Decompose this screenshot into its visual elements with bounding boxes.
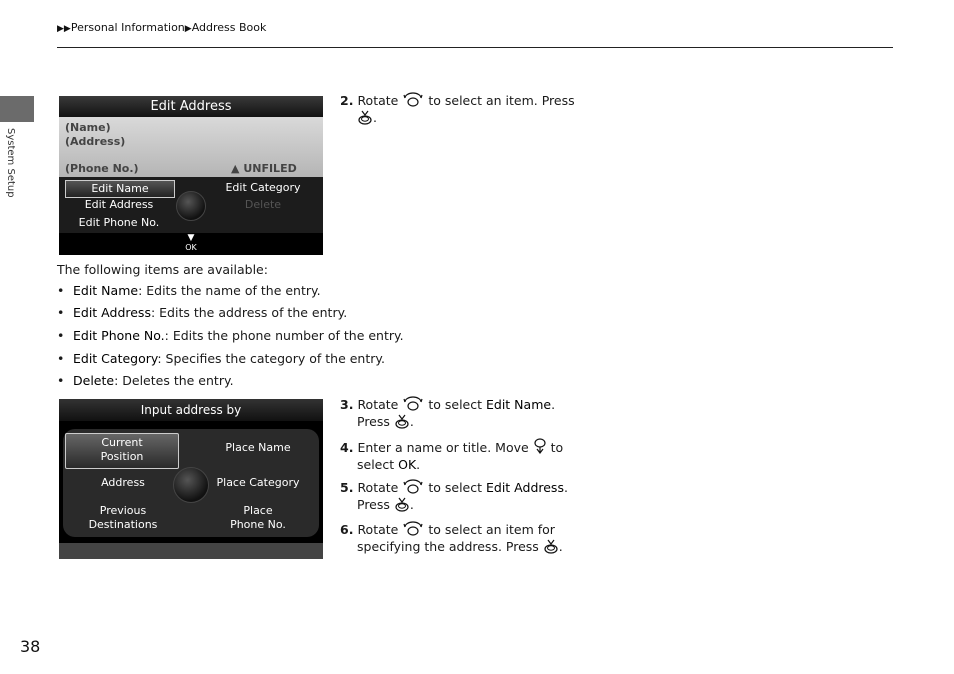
rotate-knob-icon xyxy=(402,479,424,495)
step-2: 2. Rotate to select an item. Press . xyxy=(340,93,575,125)
breadcrumb-item[interactable]: Personal Information xyxy=(70,21,185,34)
list-item: • Edit Address: Edits the address of the entry. xyxy=(57,305,348,320)
press-knob-icon xyxy=(543,538,559,554)
option-address[interactable]: Address xyxy=(101,476,145,489)
menu-edit-category[interactable]: Edit Category xyxy=(225,181,301,194)
option-current-position[interactable]: Current Position xyxy=(65,433,179,469)
screen-title: Input address by xyxy=(59,399,323,421)
breadcrumb-item[interactable]: Address Book xyxy=(191,21,267,34)
press-knob-icon xyxy=(394,413,410,429)
name-placeholder: (Name) xyxy=(65,121,111,134)
page-number: 38 xyxy=(20,637,41,656)
breadcrumb xyxy=(57,21,266,34)
rotate-knob-icon xyxy=(402,521,424,537)
intro-text: The following items are available: xyxy=(57,262,268,277)
breadcrumb-arrow-icon: ▶▶ xyxy=(57,24,71,34)
menu-edit-name[interactable]: Edit Name xyxy=(65,180,175,198)
step-3: 3. Rotate to select Edit Name. Press . xyxy=(340,397,556,429)
screen-footer xyxy=(59,543,323,559)
side-label: System Setup xyxy=(5,128,16,198)
menu-edit-phone[interactable]: Edit Phone No. xyxy=(78,216,160,229)
breadcrumb-arrow-icon: ▶ xyxy=(184,24,192,34)
list-item: • Edit Name: Edits the name of the entry. xyxy=(57,283,321,298)
section-tab xyxy=(0,96,34,122)
header-rule xyxy=(57,47,893,48)
address-placeholder: (Address) xyxy=(65,135,126,148)
edit-menu xyxy=(59,177,323,233)
step-5: 5. Rotate to select Edit Address. Press . xyxy=(340,480,568,512)
selector-knob-icon xyxy=(176,191,206,221)
category-icon: ▲ xyxy=(231,162,240,175)
chevron-down-icon: ▼ xyxy=(187,233,195,243)
edit-address-screen xyxy=(59,96,323,255)
option-place-phone[interactable]: Place Phone No. xyxy=(230,504,286,531)
press-knob-icon xyxy=(394,496,410,512)
option-previous-destinations[interactable]: Previous Destinations xyxy=(88,504,158,531)
menu-edit-address[interactable]: Edit Address xyxy=(84,198,154,211)
phone-placeholder: (Phone No.) xyxy=(65,162,139,175)
list-item: • Edit Phone No.: Edits the phone number of the entry. xyxy=(57,328,404,343)
category-value: ▲ UNFILED xyxy=(231,162,297,175)
step-4: 4. Enter a name or title. Move to select OK. xyxy=(340,437,563,473)
rotate-knob-icon xyxy=(402,396,424,412)
option-place-name[interactable]: Place Name xyxy=(225,441,291,454)
press-knob-icon xyxy=(357,109,373,125)
selector-knob-icon xyxy=(173,467,209,503)
entry-panel xyxy=(59,117,323,177)
option-place-category[interactable]: Place Category xyxy=(216,476,300,489)
ok-bar[interactable] xyxy=(59,234,323,252)
input-address-screen xyxy=(59,399,323,559)
ok-label: OK xyxy=(185,243,197,252)
list-item: • Edit Category: Specifies the category of the entry. xyxy=(57,351,385,366)
list-item: • Delete: Deletes the entry. xyxy=(57,373,234,388)
rotate-knob-icon xyxy=(402,92,424,108)
step-6: 6. Rotate to select an item for specifying the address. Press . xyxy=(340,522,563,554)
menu-delete[interactable]: Delete xyxy=(244,198,282,211)
screen-title: Edit Address xyxy=(59,96,323,117)
move-knob-icon xyxy=(533,437,547,455)
option-grid xyxy=(63,429,319,537)
